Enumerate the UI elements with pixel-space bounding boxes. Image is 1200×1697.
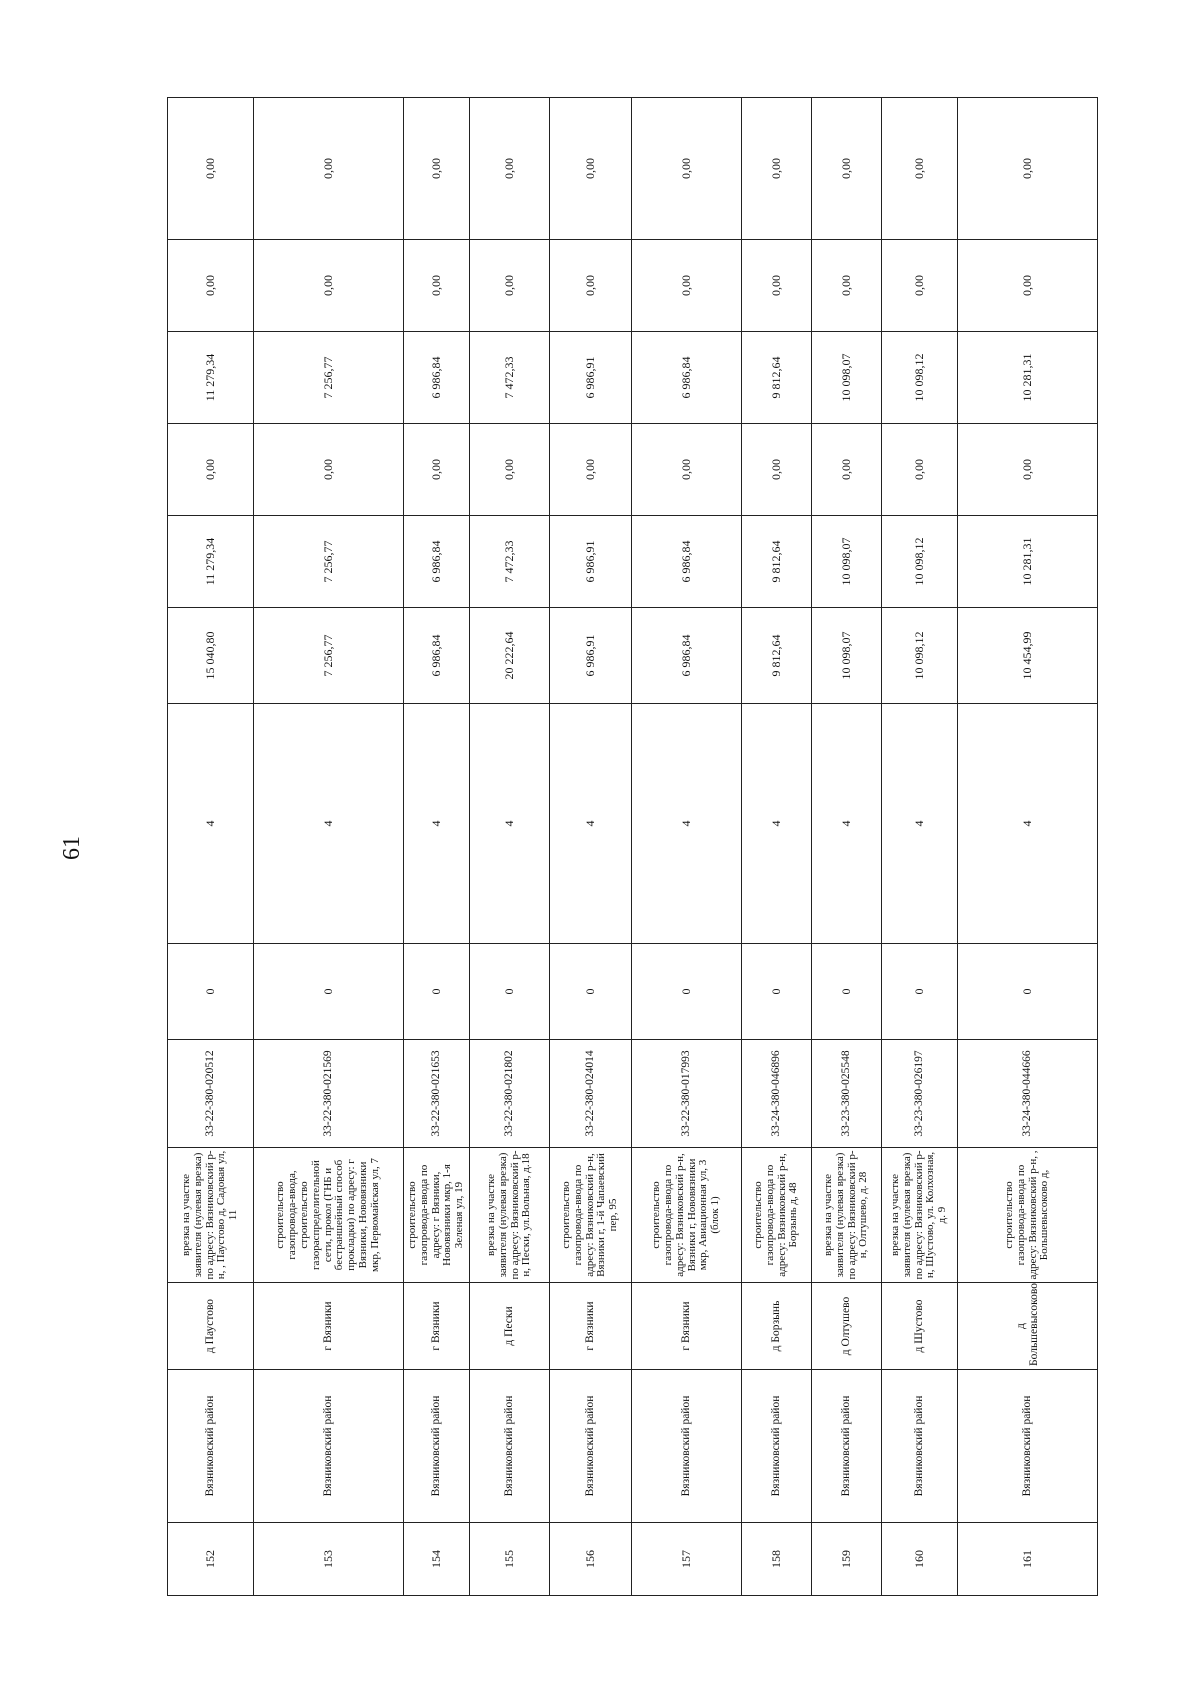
value-6-cell: 0,00 bbox=[254, 98, 404, 240]
value-1-cell: 10 454,99 bbox=[958, 608, 1098, 704]
description-cell: строительство газопровода-ввода по адресу: Вязниковский р-н, Борзынь д, 48 bbox=[742, 1148, 812, 1283]
description-cell: строительство газопровода-ввода по адресу: Вязниковский р-н, , Большевысоково д, bbox=[958, 1148, 1098, 1283]
row-number-cell: 156 bbox=[550, 1523, 632, 1596]
value-1-cell: 10 098,12 bbox=[882, 608, 958, 704]
count-four-cell: 4 bbox=[958, 704, 1098, 944]
data-table bbox=[167, 97, 1098, 1596]
value-3-cell: 0,00 bbox=[254, 424, 404, 516]
description-cell: врезка на участке заявителя (нулевая врезка) по адресу: Вязниковский р-н, Пески, ул.Вольная, д.18 bbox=[470, 1148, 550, 1283]
value-1-cell: 6 986,84 bbox=[632, 608, 742, 704]
value-2-cell: 11 279,34 bbox=[168, 516, 254, 608]
settlement-cell: г Вязники bbox=[254, 1283, 404, 1370]
description-cell: строительство газопровода-ввода по адресу: г Вязники, Нововязники мкр, 1-я Зеленая ул, 19 bbox=[404, 1148, 470, 1283]
count-four-cell: 4 bbox=[742, 704, 812, 944]
value-2-cell: 10 098,07 bbox=[812, 516, 882, 608]
count-four-cell: 4 bbox=[404, 704, 470, 944]
object-code-cell: 33-22-380-021802 bbox=[470, 1040, 550, 1148]
district-cell: Вязниковский район bbox=[404, 1370, 470, 1523]
settlement-cell: д Большевысоково bbox=[958, 1283, 1098, 1370]
count-four-cell: 4 bbox=[550, 704, 632, 944]
value-5-cell: 0,00 bbox=[958, 240, 1098, 332]
description-cell: врезка на участке заявителя (нулевая врезка) по адресу: Вязниковский р-н, Шустово, ул. Колхозная, д. 9 bbox=[882, 1148, 958, 1283]
value-3-cell: 0,00 bbox=[742, 424, 812, 516]
value-4-cell: 11 279,34 bbox=[168, 332, 254, 424]
description-cell: врезка на участке заявителя (нулевая врезка) по адресу: Вязниковский р-н, , Паустово д, Садовая ул, 11 bbox=[168, 1148, 254, 1283]
value-6-cell: 0,00 bbox=[404, 98, 470, 240]
value-4-cell: 6 986,91 bbox=[550, 332, 632, 424]
object-code-cell: 33-22-380-024014 bbox=[550, 1040, 632, 1148]
count-zero-cell: 0 bbox=[632, 944, 742, 1040]
value-3-cell: 0,00 bbox=[812, 424, 882, 516]
count-zero-cell: 0 bbox=[470, 944, 550, 1040]
value-3-cell: 0,00 bbox=[550, 424, 632, 516]
object-code-cell: 33-22-380-021653 bbox=[404, 1040, 470, 1148]
settlement-cell: г Вязники bbox=[632, 1283, 742, 1370]
value-5-cell: 0,00 bbox=[742, 240, 812, 332]
value-1-cell: 7 256,77 bbox=[254, 608, 404, 704]
count-zero-cell: 0 bbox=[742, 944, 812, 1040]
table-container bbox=[167, 98, 1097, 1596]
value-4-cell: 9 812,64 bbox=[742, 332, 812, 424]
value-2-cell: 7 256,77 bbox=[254, 516, 404, 608]
object-code-cell: 33-22-380-021569 bbox=[254, 1040, 404, 1148]
value-4-cell: 7 256,77 bbox=[254, 332, 404, 424]
table-row bbox=[168, 98, 254, 1596]
count-four-cell: 4 bbox=[882, 704, 958, 944]
settlement-cell: д Олтушево bbox=[812, 1283, 882, 1370]
row-number-cell: 158 bbox=[742, 1523, 812, 1596]
value-1-cell: 10 098,07 bbox=[812, 608, 882, 704]
settlement-cell: г Вязники bbox=[404, 1283, 470, 1370]
value-3-cell: 0,00 bbox=[958, 424, 1098, 516]
value-5-cell: 0,00 bbox=[550, 240, 632, 332]
value-2-cell: 6 986,84 bbox=[632, 516, 742, 608]
value-6-cell: 0,00 bbox=[882, 98, 958, 240]
table-row bbox=[812, 98, 882, 1596]
settlement-cell: г Вязники bbox=[550, 1283, 632, 1370]
count-zero-cell: 0 bbox=[550, 944, 632, 1040]
value-2-cell: 6 986,91 bbox=[550, 516, 632, 608]
value-3-cell: 0,00 bbox=[632, 424, 742, 516]
value-5-cell: 0,00 bbox=[404, 240, 470, 332]
value-4-cell: 6 986,84 bbox=[404, 332, 470, 424]
row-number-cell: 157 bbox=[632, 1523, 742, 1596]
description-cell: строительство газопровода-ввода, строительство газораспределительной сети, прокол (ГНБ и бестраншейный способ прокладки) по адресу: г Вязники, Нововязники мкр, Первомайская ул, 7 bbox=[254, 1148, 404, 1283]
settlement-cell: д Борзынь bbox=[742, 1283, 812, 1370]
count-zero-cell: 0 bbox=[958, 944, 1098, 1040]
value-2-cell: 6 986,84 bbox=[404, 516, 470, 608]
count-zero-cell: 0 bbox=[882, 944, 958, 1040]
row-number-cell: 161 bbox=[958, 1523, 1098, 1596]
row-number-cell: 152 bbox=[168, 1523, 254, 1596]
value-6-cell: 0,00 bbox=[958, 98, 1098, 240]
value-2-cell: 7 472,33 bbox=[470, 516, 550, 608]
description-cell: строительство газопровода-ввода по адресу: Вязниковский р-н, Вязники г, Нововязники мкр, Авиационная ул, 3 (блок 1) bbox=[632, 1148, 742, 1283]
district-cell: Вязниковский район bbox=[882, 1370, 958, 1523]
count-four-cell: 4 bbox=[812, 704, 882, 944]
value-1-cell: 20 222,64 bbox=[470, 608, 550, 704]
count-zero-cell: 0 bbox=[404, 944, 470, 1040]
row-number-cell: 160 bbox=[882, 1523, 958, 1596]
count-zero-cell: 0 bbox=[168, 944, 254, 1040]
value-1-cell: 6 986,91 bbox=[550, 608, 632, 704]
table-row bbox=[470, 98, 550, 1596]
value-6-cell: 0,00 bbox=[168, 98, 254, 240]
object-code-cell: 33-24-380-046896 bbox=[742, 1040, 812, 1148]
value-5-cell: 0,00 bbox=[632, 240, 742, 332]
settlement-cell: д Шустово bbox=[882, 1283, 958, 1370]
table-row bbox=[742, 98, 812, 1596]
table-row bbox=[958, 98, 1098, 1596]
count-zero-cell: 0 bbox=[812, 944, 882, 1040]
district-cell: Вязниковский район bbox=[550, 1370, 632, 1523]
table-row bbox=[632, 98, 742, 1596]
value-1-cell: 6 986,84 bbox=[404, 608, 470, 704]
value-5-cell: 0,00 bbox=[168, 240, 254, 332]
value-6-cell: 0,00 bbox=[742, 98, 812, 240]
value-2-cell: 9 812,64 bbox=[742, 516, 812, 608]
table-row bbox=[404, 98, 470, 1596]
page-number: 61 bbox=[59, 836, 85, 860]
object-code-cell: 33-22-380-020512 bbox=[168, 1040, 254, 1148]
description-cell: врезка на участке заявителя (нулевая врезка) по адресу: Вязниковский р-н, Олтушево, д. 28 bbox=[812, 1148, 882, 1283]
value-5-cell: 0,00 bbox=[812, 240, 882, 332]
value-3-cell: 0,00 bbox=[882, 424, 958, 516]
row-number-cell: 154 bbox=[404, 1523, 470, 1596]
value-4-cell: 10 098,07 bbox=[812, 332, 882, 424]
description-cell: строительство газопровода-ввода по адресу: Вязниковский р-н, Вязники г, 1-й Чапаевский пер, 95 bbox=[550, 1148, 632, 1283]
count-four-cell: 4 bbox=[168, 704, 254, 944]
value-6-cell: 0,00 bbox=[632, 98, 742, 240]
row-number-cell: 159 bbox=[812, 1523, 882, 1596]
value-5-cell: 0,00 bbox=[882, 240, 958, 332]
district-cell: Вязниковский район bbox=[958, 1370, 1098, 1523]
district-cell: Вязниковский район bbox=[812, 1370, 882, 1523]
object-code-cell: 33-23-380-025548 bbox=[812, 1040, 882, 1148]
row-number-cell: 155 bbox=[470, 1523, 550, 1596]
table-row bbox=[882, 98, 958, 1596]
object-code-cell: 33-23-380-026197 bbox=[882, 1040, 958, 1148]
table-row bbox=[550, 98, 632, 1596]
district-cell: Вязниковский район bbox=[742, 1370, 812, 1523]
value-4-cell: 10 098,12 bbox=[882, 332, 958, 424]
value-2-cell: 10 281,31 bbox=[958, 516, 1098, 608]
value-6-cell: 0,00 bbox=[550, 98, 632, 240]
object-code-cell: 33-22-380-017993 bbox=[632, 1040, 742, 1148]
district-cell: Вязниковский район bbox=[254, 1370, 404, 1523]
settlement-cell: д Пески bbox=[470, 1283, 550, 1370]
table-row bbox=[254, 98, 404, 1596]
value-3-cell: 0,00 bbox=[470, 424, 550, 516]
value-2-cell: 10 098,12 bbox=[882, 516, 958, 608]
row-number-cell: 153 bbox=[254, 1523, 404, 1596]
settlement-cell: д Паустово bbox=[168, 1283, 254, 1370]
value-4-cell: 6 986,84 bbox=[632, 332, 742, 424]
district-cell: Вязниковский район bbox=[632, 1370, 742, 1523]
value-3-cell: 0,00 bbox=[168, 424, 254, 516]
object-code-cell: 33-24-380-044666 bbox=[958, 1040, 1098, 1148]
count-zero-cell: 0 bbox=[254, 944, 404, 1040]
value-6-cell: 0,00 bbox=[812, 98, 882, 240]
value-4-cell: 10 281,31 bbox=[958, 332, 1098, 424]
district-cell: Вязниковский район bbox=[168, 1370, 254, 1523]
district-cell: Вязниковский район bbox=[470, 1370, 550, 1523]
value-1-cell: 9 812,64 bbox=[742, 608, 812, 704]
count-four-cell: 4 bbox=[632, 704, 742, 944]
value-6-cell: 0,00 bbox=[470, 98, 550, 240]
value-5-cell: 0,00 bbox=[470, 240, 550, 332]
rotated-table bbox=[167, 98, 1097, 1596]
count-four-cell: 4 bbox=[254, 704, 404, 944]
count-four-cell: 4 bbox=[470, 704, 550, 944]
value-1-cell: 15 040,80 bbox=[168, 608, 254, 704]
value-4-cell: 7 472,33 bbox=[470, 332, 550, 424]
value-5-cell: 0,00 bbox=[254, 240, 404, 332]
value-3-cell: 0,00 bbox=[404, 424, 470, 516]
